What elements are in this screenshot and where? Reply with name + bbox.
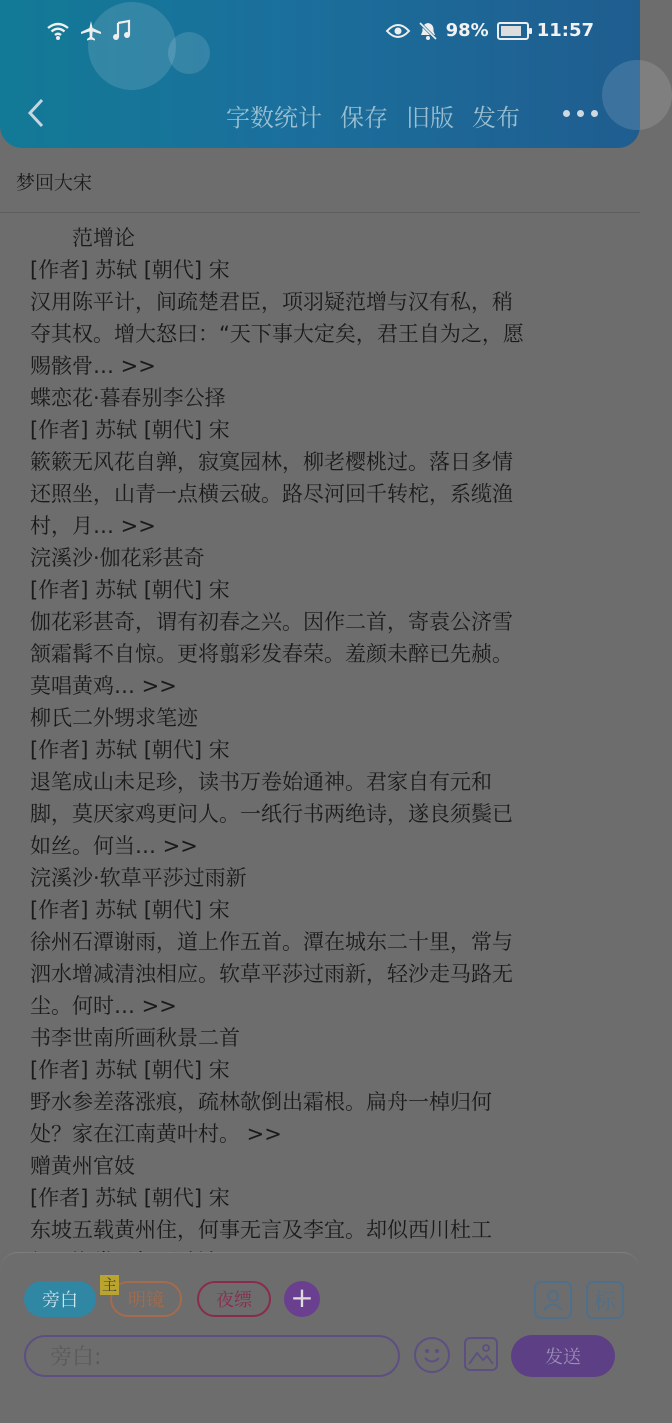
document-line: 莫唱黄鸡… >> [30,674,177,698]
bottom-input-panel [0,1252,640,1423]
document-line: [作者] 苏轼 [朝代] 宋 [30,738,230,762]
document-line: 脚，莫厌家鸡更问人。一纸行书两绝诗，遂良须鬓已 [30,802,513,826]
document-line: 野水参差落涨痕，疏林欹倒出霜根。扁舟一棹归何 [30,1090,492,1114]
document-line: 范增论 [72,226,135,250]
document-line: 尘。何时… >> [30,994,177,1018]
document-line: 浣溪沙·伽花彩甚奇 [30,546,205,570]
toolbar-menu [226,98,520,133]
document-line: [作者] 苏轼 [朝代] 宋 [30,258,230,282]
character-button[interactable] [534,1281,572,1319]
back-arrow-icon[interactable] [22,96,52,130]
tag-button[interactable]: 标 [586,1281,624,1319]
publish-button[interactable]: 发布 [472,104,520,132]
old-version-button[interactable]: 旧版 [406,104,454,132]
document-line: [作者] 苏轼 [朝代] 宋 [30,578,230,602]
document-line: 书李世南所画秋景二首 [30,1026,240,1050]
document-line: [作者] 苏轼 [朝代] 宋 [30,418,230,442]
clock: 11:57 [536,20,594,41]
top-header [0,0,640,148]
document-line: [作者] 苏轼 [朝代] 宋 [30,1186,230,1210]
document-line: 东坡五载黄州住，何事无言及李宜。却似西川杜工 [30,1218,492,1242]
document-line: 伽花彩甚奇，谓有初春之兴。因作二首，寄袁公济雪 [30,610,513,634]
document-line: 如丝。何当… >> [30,834,198,858]
wifi-icon [46,21,70,41]
mode-chip-narration[interactable]: 旁白 [24,1281,96,1317]
document-line: 还照坐，山青一点横云破。路尽河回千转柁，系缆渔 [30,482,513,506]
image-icon[interactable] [464,1337,498,1371]
battery-icon [497,22,529,40]
document-line: 徐州石潭谢雨，道上作五首。潭在城东二十里，常与 [30,930,513,954]
status-bar [0,18,640,48]
message-input[interactable] [24,1335,400,1377]
more-icon[interactable] [563,110,598,117]
document-line: 处？家在江南黄叶村。 >> [30,1122,282,1146]
document-line: 赠黄州官妓 [30,1154,135,1178]
eye-icon [386,22,410,40]
document-line: 柳氏二外甥求笔迹 [30,706,198,730]
document-line: [作者] 苏轼 [朝代] 宋 [30,1058,230,1082]
mode-chip-mingjing[interactable]: 明镜 [110,1281,182,1317]
battery-percent: 98% [445,20,489,41]
document-title: 梦回大宋 [16,172,93,194]
divider [0,212,640,213]
document-line: 泗水增减清浊相应。软草平莎过雨新，轻沙走马路无 [30,962,513,986]
document-line: 赐骸骨… >> [30,354,156,378]
document-line: [作者] 苏轼 [朝代] 宋 [30,898,230,922]
document-line: 夺其权。增大怒曰：“天下事大定矣，君王自为之，愿 [30,322,524,346]
send-button[interactable]: 发送 [511,1335,615,1377]
emoji-icon[interactable] [414,1337,450,1373]
airplane-icon [80,20,102,42]
document-line: 退笔成山未足珍，读书万卷始通神。君家自有元和 [30,770,492,794]
music-note-icon [112,20,130,42]
add-mode-button[interactable]: + [284,1281,320,1317]
document-line: 蝶恋花·暮春别李公择 [30,386,226,410]
document-line: 汉用陈平计，间疏楚君臣，项羽疑范增与汉有私，稍 [30,290,513,314]
main-badge: 主 [102,1276,118,1294]
toolbar [0,92,640,138]
document-line: 簌簌无风花自亸，寂寞园林，柳老樱桃过。落日多情 [30,450,513,474]
document-body[interactable] [30,222,610,1252]
mode-chip-yepiao[interactable]: 夜缥 [197,1281,271,1317]
save-button[interactable]: 保存 [340,104,388,132]
word-count-button[interactable]: 字数统计 [226,104,322,132]
document-line: 浣溪沙·软草平莎过雨新 [30,866,247,890]
person-icon [541,1288,565,1312]
document-line: 村，月… >> [30,514,156,538]
document-line: 颔霜髯不自惊。更将翦彩发春荣。羞颜未醉已先赪。 [30,642,513,666]
mute-bell-icon [418,21,438,41]
message-field[interactable] [48,1337,372,1377]
